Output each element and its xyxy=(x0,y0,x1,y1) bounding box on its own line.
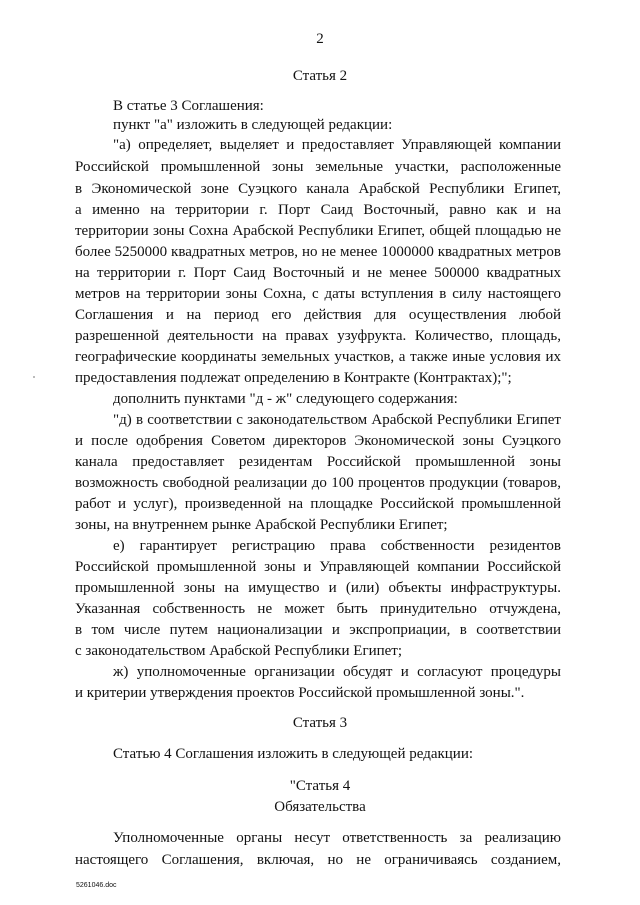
body-line: пункт "а" изложить в следующей редакции: xyxy=(113,117,393,133)
body-line: ж) уполномоченные организации обсудят и согласуют процедуры xyxy=(113,664,561,680)
quoted-article-heading: "Статья 4 xyxy=(289,778,351,794)
article-3-heading: Статья 3 xyxy=(292,715,348,731)
body-line: метров на территории зоны Сохна, с даты вступления в силу настоящего xyxy=(75,286,561,302)
body-line: работ и услуг), произведенной на площадке Российской промышленной xyxy=(75,496,561,512)
body-line: зоны, на внутреннем рынке Арабской Республики Египет; xyxy=(75,517,448,533)
quoted-article-title: Обязательства xyxy=(274,799,366,815)
body-line: "а) определяет, выделяет и предоставляет Управляющей компании xyxy=(113,137,561,153)
body-line: и критерии утверждения проектов Российской промышленной зоны.". xyxy=(75,685,525,701)
footer-doc-id: 5261046.doc xyxy=(76,882,117,889)
body-line: В статье 3 Соглашения: xyxy=(113,98,264,114)
body-line: в том числе путем национализации и экспроприации, в соответствии xyxy=(75,622,561,638)
article-2-heading: Статья 2 xyxy=(292,68,348,84)
body-line: на территории г. Порт Саид Восточный и не менее 500000 квадратных xyxy=(75,265,561,281)
body-line: Соглашения и на период его действия для осуществления любой xyxy=(75,307,561,323)
body-line: разрешенной деятельности на правах узуфрукта. Количество, площадь, xyxy=(75,328,561,344)
body-line: возможность свободной реализации до 100 процентов продукции (товаров, xyxy=(75,475,561,491)
article-3-intro: Статью 4 Соглашения изложить в следующей редакции: xyxy=(113,746,474,762)
page-number: 2 xyxy=(316,31,324,47)
body-line: в Экономической зоне Суэцкого канала Арабской Республики Египет, xyxy=(75,181,561,197)
body-line: дополнить пунктами "д - ж" следующего содержания: xyxy=(113,391,458,407)
body-line: канала предоставляет резидентам Российской промышленной зоны xyxy=(75,454,561,470)
body-line: е) гарантирует регистрацию права собственности резидентов xyxy=(113,538,561,554)
scan-speck xyxy=(33,376,35,378)
body-line: территории зоны Сохна Арабской Республики Египет, общей площадью не xyxy=(75,223,561,239)
body-line: с законодательством Арабской Республики Египет; xyxy=(75,643,403,659)
body-line: "д) в соответствии с законодательством Арабской Республики Египет xyxy=(113,412,561,428)
body-line: а именно на территории г. Порт Саид Восточный, равно как и на xyxy=(75,202,561,218)
body-line: Уполномоченные органы несут ответственность за реализацию xyxy=(113,830,561,846)
body-line: предоставления подлежат определению в Контракте (Контрактах);"; xyxy=(75,370,512,386)
body-line: настоящего Соглашения, включая, но не ограничиваясь созданием, xyxy=(75,852,561,868)
body-line: более 5250000 квадратных метров, но не менее 1000000 квадратных метров xyxy=(75,244,561,260)
body-line: Указанная собственность не может быть принудительно отчуждена, xyxy=(75,601,561,617)
body-line: Российской промышленной зоны земельные участки, расположенные xyxy=(75,159,561,175)
body-line: географические координаты земельных участков, а также иные условия их xyxy=(75,349,561,365)
body-line: промышленной зоны на имущество и (или) объекты инфраструктуры. xyxy=(75,580,561,596)
body-line: Российской промышленной зоны и Управляющей компании Российской xyxy=(75,559,561,575)
body-line: и после одобрения Советом директоров Экономической зоны Суэцкого xyxy=(75,433,561,449)
